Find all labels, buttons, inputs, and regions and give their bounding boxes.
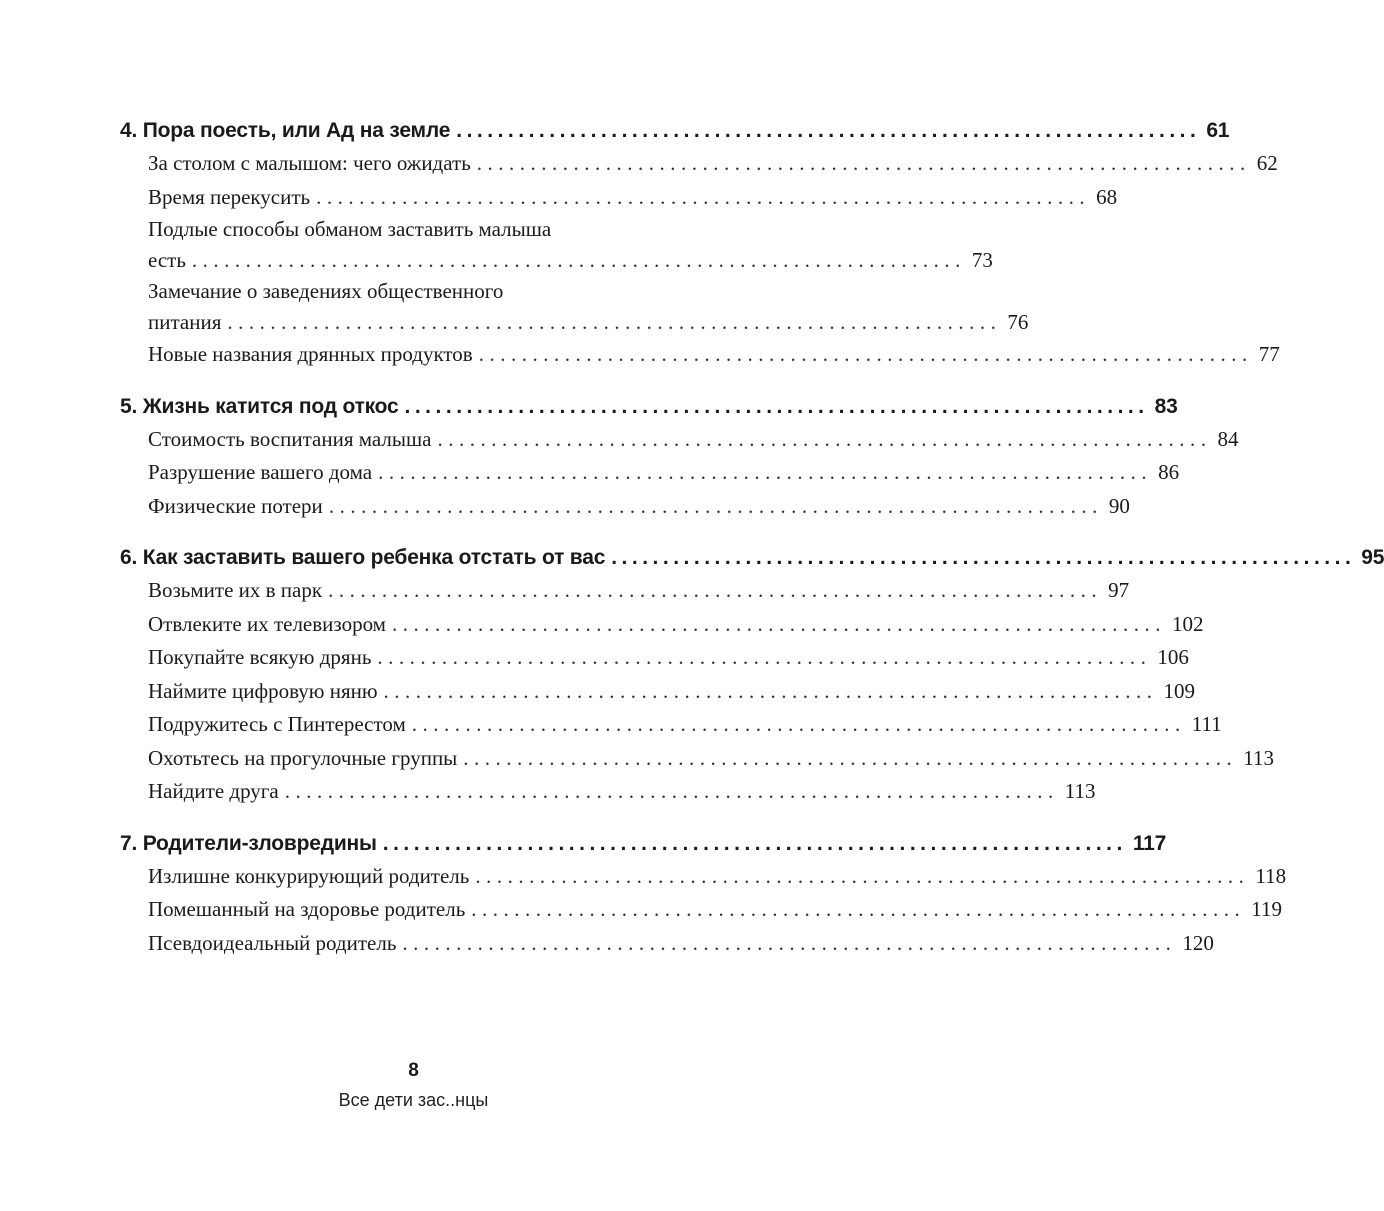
entry-title-line-2: есть bbox=[148, 248, 186, 272]
chapter-4 bbox=[120, 114, 1280, 372]
dot-leader: ........................................................................ bbox=[404, 394, 1149, 418]
entry-page: 77 bbox=[1258, 342, 1280, 366]
toc-entry[interactable] bbox=[120, 214, 993, 276]
chapter-7 bbox=[120, 827, 1287, 961]
chapter-page: 83 bbox=[1154, 394, 1178, 418]
entry-page: 119 bbox=[1251, 897, 1283, 921]
running-footer-book-title: Все дети зас..нцы bbox=[338, 1090, 489, 1110]
entry-page: 106 bbox=[1157, 645, 1189, 669]
dot-leader: ........................................................................ bbox=[383, 678, 1158, 703]
entry-title: Охотьтесь на прогулочные группы bbox=[148, 745, 458, 770]
entry-page: 109 bbox=[1163, 678, 1196, 703]
entry-title: Покупайте всякую дрянь bbox=[148, 645, 372, 669]
dot-leader: ........................................................................ bbox=[411, 712, 1186, 736]
toc-entry[interactable] bbox=[120, 338, 1280, 372]
chapter-title: 4. Пора поесть, или Ад на земле bbox=[120, 119, 451, 142]
chapter-title: 5. Жизнь катится под откос bbox=[120, 394, 399, 418]
entry-title: Стоимость воспитания малыша bbox=[148, 426, 432, 451]
entry-page: 84 bbox=[1217, 426, 1239, 451]
entry-page: 113 bbox=[1243, 745, 1275, 770]
entry-page: 118 bbox=[1255, 863, 1287, 888]
toc-entry[interactable] bbox=[120, 423, 1239, 457]
entry-title-line-1: Подлые способы обманом заставить малыша bbox=[148, 217, 552, 241]
toc-entry[interactable] bbox=[120, 675, 1196, 709]
dot-leader: ........................................................................ bbox=[378, 460, 1153, 484]
entry-title: За столом с малышом: чего ожидать bbox=[148, 151, 471, 175]
toc-entry[interactable] bbox=[120, 147, 1278, 181]
dot-leader: ........................................................................ bbox=[437, 426, 1212, 451]
dot-leader: ........................................................................ bbox=[382, 831, 1127, 855]
chapter-heading[interactable] bbox=[120, 390, 1178, 423]
toc-entry[interactable] bbox=[120, 775, 1096, 809]
entry-title: Найдите друга bbox=[148, 779, 279, 803]
entry-title: Излишне конкурирующий родитель bbox=[148, 863, 470, 888]
entry-title: Псевдоидеальный родитель bbox=[148, 930, 397, 955]
chapter-6 bbox=[120, 541, 1384, 809]
dot-leader: ........................................................................ bbox=[611, 546, 1356, 569]
entry-title: Помешанный на здоровье родитель bbox=[148, 897, 466, 921]
chapter-heading[interactable] bbox=[120, 827, 1167, 860]
chapter-page: 95 bbox=[1361, 546, 1384, 569]
dot-leader: ........................................................................ bbox=[191, 248, 966, 272]
toc-entry[interactable] bbox=[120, 742, 1275, 776]
entry-page: 113 bbox=[1064, 779, 1096, 803]
toc-entry[interactable] bbox=[120, 860, 1287, 894]
dot-leader: ........................................................................ bbox=[471, 897, 1246, 921]
dot-leader: ........................................................................ bbox=[328, 493, 1103, 518]
dot-leader: ........................................................................ bbox=[316, 184, 1091, 209]
entry-page: 120 bbox=[1182, 930, 1214, 955]
dot-leader: ........................................................................ bbox=[391, 611, 1166, 636]
entry-title: Физические потери bbox=[148, 493, 323, 518]
toc-entry[interactable] bbox=[120, 641, 1189, 675]
page-number: 8 bbox=[408, 1060, 419, 1081]
chapter-5 bbox=[120, 390, 1239, 524]
entry-page: 86 bbox=[1158, 460, 1180, 484]
entry-page: 73 bbox=[971, 248, 993, 272]
toc-entry[interactable] bbox=[120, 927, 1214, 961]
entry-page: 76 bbox=[1007, 310, 1029, 334]
dot-leader: ........................................................................ bbox=[402, 930, 1177, 955]
chapter-heading[interactable] bbox=[120, 541, 1384, 574]
entry-page: 97 bbox=[1108, 578, 1130, 602]
toc-entry[interactable] bbox=[120, 490, 1130, 524]
entry-title-line-1: Замечание о заведениях общественного bbox=[148, 279, 504, 303]
dot-leader: ........................................................................ bbox=[227, 310, 1002, 334]
toc-entry[interactable] bbox=[120, 456, 1180, 490]
dot-leader: ........................................................................ bbox=[475, 863, 1250, 888]
entry-title: Отвлеките их телевизором bbox=[148, 611, 386, 636]
toc-entry[interactable] bbox=[120, 608, 1204, 642]
chapter-heading[interactable] bbox=[120, 114, 1230, 147]
entry-page: 111 bbox=[1191, 712, 1222, 736]
entry-title: Время перекусить bbox=[148, 184, 311, 209]
dot-leader: ........................................................................ bbox=[463, 745, 1238, 770]
entry-title: Наймите цифровую няню bbox=[148, 678, 378, 703]
entry-title: Подружитесь с Пинтерестом bbox=[148, 712, 406, 736]
toc-entry[interactable] bbox=[120, 276, 1029, 338]
entry-page: 68 bbox=[1096, 184, 1118, 209]
dot-leader: ........................................................................ bbox=[478, 342, 1253, 366]
entry-page: 90 bbox=[1108, 493, 1130, 518]
chapter-page: 117 bbox=[1132, 831, 1167, 855]
dot-leader: ........................................................................ bbox=[328, 578, 1103, 602]
chapter-title: 7. Родители-зловредины bbox=[120, 831, 377, 855]
entry-title: Новые названия дрянных продуктов bbox=[148, 342, 473, 366]
toc-entry[interactable] bbox=[120, 893, 1283, 927]
table-of-contents bbox=[120, 114, 1384, 978]
chapter-page: 61 bbox=[1206, 119, 1230, 142]
entry-title: Разрушение вашего дома bbox=[148, 460, 373, 484]
toc-entry[interactable] bbox=[120, 574, 1130, 608]
chapter-title: 6. Как заставить вашего ребенка отстать от вас bbox=[120, 546, 606, 569]
dot-leader: ........................................................................ bbox=[284, 779, 1059, 803]
dot-leader: ........................................................................ bbox=[377, 645, 1152, 669]
entry-title: Возьмите их в парк bbox=[148, 578, 323, 602]
entry-title-line-2: питания bbox=[148, 310, 222, 334]
entry-page: 102 bbox=[1171, 611, 1204, 636]
dot-leader: ........................................................................ bbox=[456, 119, 1201, 142]
dot-leader: ........................................................................ bbox=[476, 151, 1251, 175]
toc-entry[interactable] bbox=[120, 181, 1118, 215]
entry-page: 62 bbox=[1256, 151, 1278, 175]
toc-entry[interactable] bbox=[120, 708, 1222, 742]
